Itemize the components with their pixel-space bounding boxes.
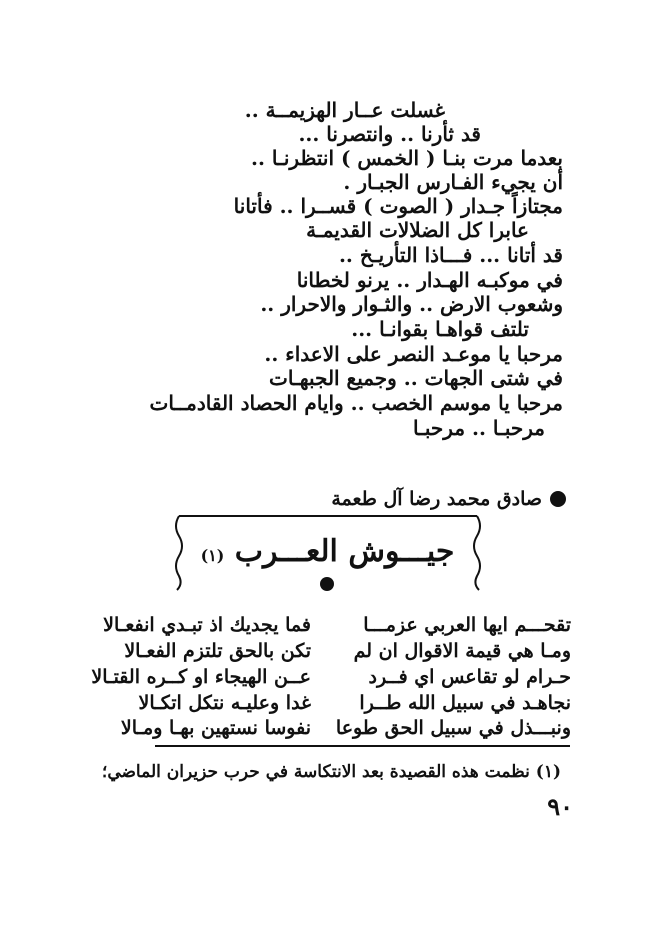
verse-left: نفوسا نستهين بهـا ومـالا <box>120 717 311 739</box>
footnote-divider <box>155 745 570 747</box>
poem-line: أن يجيء الفـارس الجبـار . <box>343 170 563 194</box>
poem-line: مرحبـا .. مرحبـا <box>412 416 545 440</box>
verse-left: تكن بالحق تلتزم الفعـالا <box>124 640 311 662</box>
verse-right: ومـا هي قيمة الاقوال ان لم <box>353 640 571 662</box>
verse-left: فما يجديك اذ تبـدي انفعـالا <box>103 614 311 636</box>
verse-left: عــن الهيجاء او كــره القتـالا <box>91 666 311 688</box>
verse-right: ونبـــذل في سبيل الحق طوعا <box>335 717 571 739</box>
verse-right: تقحـــم ايها العربي عزمـــا <box>363 614 571 636</box>
verse-right: نجاهـد في سبيل الله طــرا <box>359 692 571 714</box>
bullet-icon <box>550 491 566 507</box>
poem-line: غسلت عــار الهزيمــة .. <box>244 98 445 122</box>
page-number: ٩٠ <box>547 792 573 821</box>
title-text: جيـــوش العـــرب <box>234 534 455 569</box>
poem-title <box>165 534 490 569</box>
author-name <box>331 488 566 510</box>
poem-line: قد أتانا ... فـــاذا التأريـخ .. <box>338 243 563 267</box>
poem-line: عابرا كل الضلالات القديمـة <box>306 218 529 242</box>
poem-line: بعدما مرت بنـا ( الخمس ) انتظرنـا .. <box>251 146 563 170</box>
poem-title-frame <box>165 512 490 594</box>
poem-line: وشعوب الارض .. والثـوار والاحرار .. <box>260 292 563 316</box>
poem-line: في شتى الجهات .. وجميع الجبهـات <box>269 366 563 390</box>
author-text: صادق محمد رضا آل طعمة <box>331 488 542 510</box>
poem-line: تلتف قواهـا بقوانـا ... <box>351 317 529 341</box>
dot-icon <box>320 577 334 591</box>
title-footnote-ref: (١) <box>200 546 225 565</box>
poem-line: قد ثأرنا .. وانتصرنا ... <box>298 122 481 146</box>
poem-line: مجتازاً جـدار ( الصوت ) قســرا .. فأتانا <box>233 194 563 218</box>
poem-line: مرحبا يا موعـد النصر على الاعداء .. <box>264 342 563 366</box>
verse-right: حـرام لو تقاعس اي فــرد <box>368 666 571 688</box>
poem-line: في موكبـه الهـدار .. يرنو لخطانا <box>296 268 563 292</box>
verse-left: غدا وعليـه نتكل اتكـالا <box>138 692 311 714</box>
poem-line: مرحبا يا موسم الخصب .. وايام الحصاد القادمــات <box>149 391 563 415</box>
footnote: (١) نظمت هذه القصيدة بعد الانتكاسة في حرب حزيران الماضي؛ <box>101 762 561 782</box>
